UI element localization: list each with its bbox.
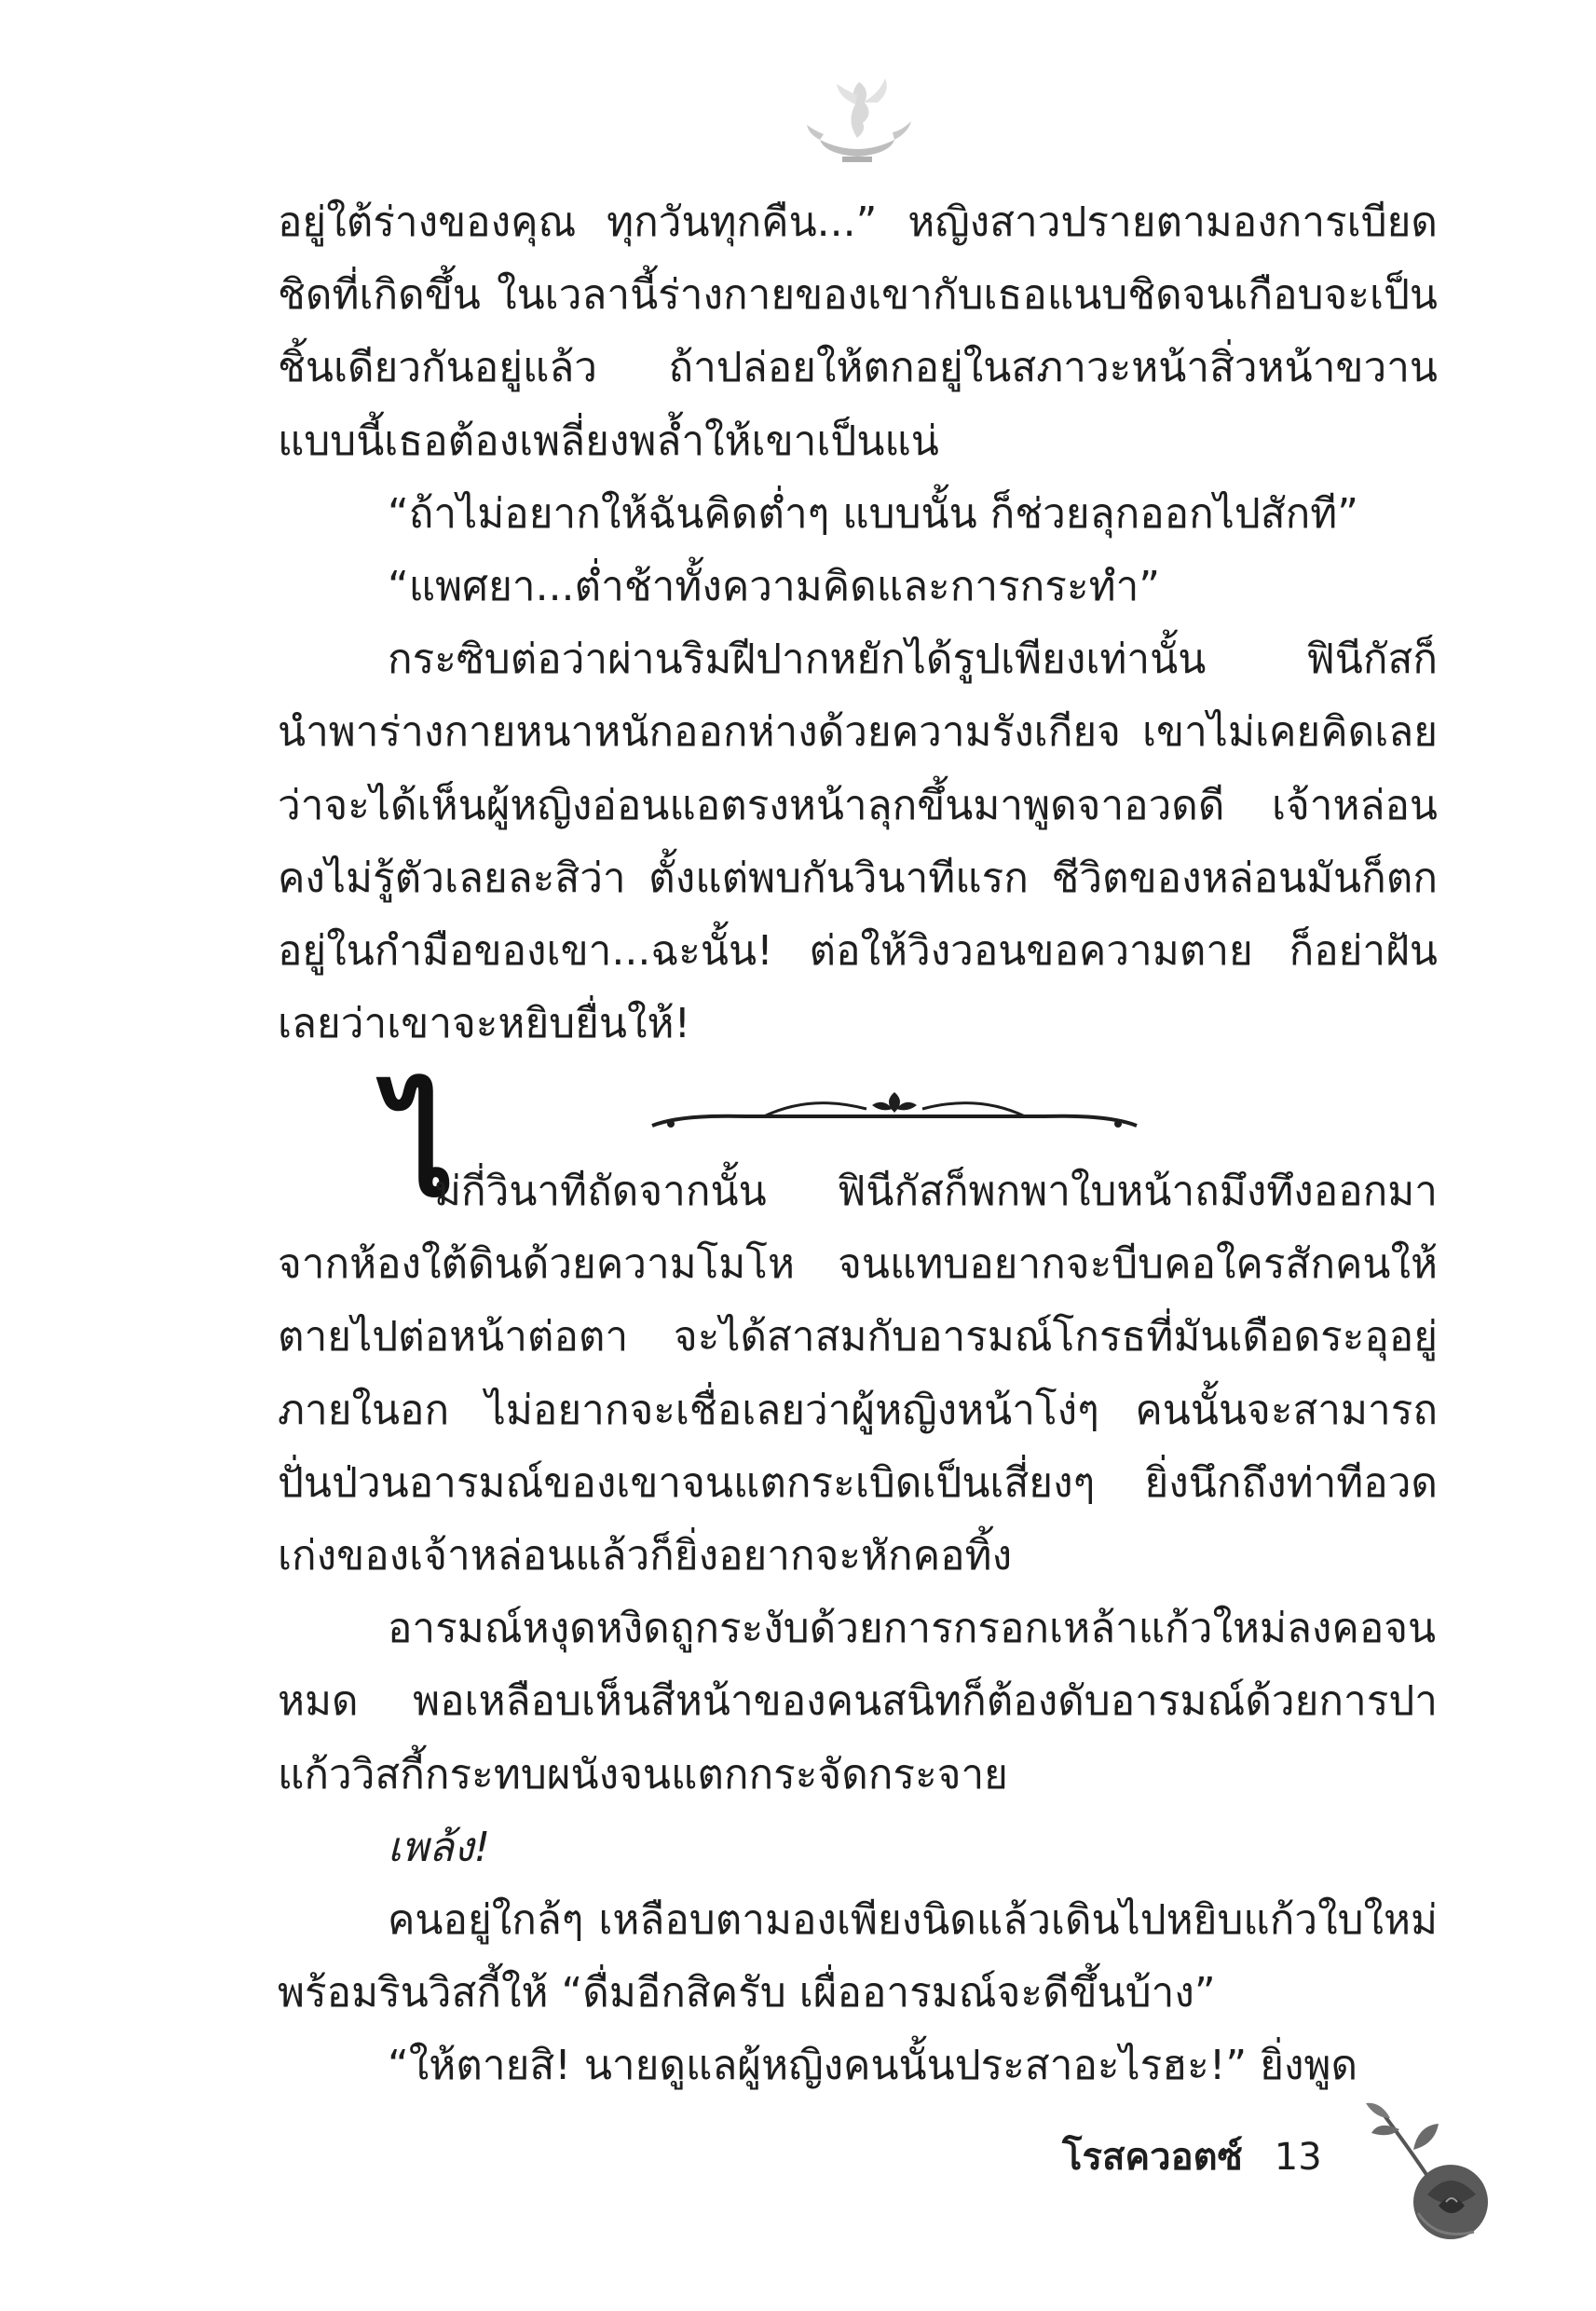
sound-effect-text: เพล้ง! xyxy=(388,1823,491,1871)
paragraph: “แพศยา...ต่ำช้าทั้งความคิดและการกระทำ” xyxy=(388,563,1161,611)
ornamental-divider-icon xyxy=(643,1088,1146,1144)
genie-lamp-icon xyxy=(801,65,913,168)
paragraph: “ถ้าไม่อยากให้ฉันคิดต่ำๆ แบบนั้น ก็ช่วยลุกออกไปสักที” xyxy=(388,489,1359,538)
paragraph xyxy=(278,1156,1438,1593)
drop-cap: ไ xyxy=(388,1072,455,1226)
paragraph: อารมณ์หงุดหงิดถูกระงับด้วยการกรอกเหล้าแก้วใหม่ลงคอจนหมด พอเหลือบเห็นสีหน้าของคนสนิทก็ต้องดับอารมณ์ด้วยการปาแก้ววิสกี้กระทบผนังจนแตกกระจัดกระจาย xyxy=(278,1605,1438,1798)
paragraph: คนอยู่ใกล้ๆ เหลือบตามองเพียงนิดแล้วเดินไปหยิบแก้วใบใหม่พร้อมรินวิสกี้ให้ “ดื่มอีกสิครับ เผื่ออารมณ์จะดีขึ้นบ้าง” xyxy=(278,1896,1438,2017)
text-section-2 xyxy=(278,1156,1438,2103)
rose-icon xyxy=(1362,2092,1502,2250)
paragraph: กระซิบต่อว่าผ่านริมฝีปากหยักได้รูปเพียงเท่านั้น ฟินีกัสก็นำพาร่างกายหนาหนักออกห่างด้วยความรังเกียจ เขาไม่เคยคิดเลยว่าจะได้เห็นผู้หญิงอ่อนแอตรงหน้าลุกขึ้นมาพูดจาอวดดี เจ้าหล่อนคงไม่รู้ตัวเลยละสิว่า ตั้งแต่พบกันวินาทีแรก ชีวิตของหล่อนมันก็ตกอยู่ในกำมือของเขา...ฉะนั้น! ต่อให้วิงวอนขอความตาย ก็อย่าฝันเลยว่าเขาจะหยิบยื่นให้! xyxy=(278,636,1438,1048)
drop-cap-paragraph-text: ม่กี่วินาทีถัดจากนั้น ฟินีกัสก็พกพาใบหน้าถมึงทึงออกมาจากห้องใต้ดินด้วยความโมโห จนแทบอยากจะบีบคอใครสักคนให้ตายไปต่อหน้าต่อตา จะได้สาสมกับอารมณ์โกรธที่มันเดือดระอุอยู่ภายในอก ไม่อยากจะเชื่อเลยว่าผู้หญิงหน้าโง่ๆ คนนั้นจะสามารถปั่นป่วนอารมณ์ของเขาจนแตกระเบิดเป็นเสี่ยงๆ ยิ่งนึกถึงท่าทีอวดเก่งของเจ้าหล่อนแล้วก็ยิ่งอยากจะหักคอทิ้ง xyxy=(278,1168,1438,1580)
page-footer xyxy=(1062,2126,1322,2186)
paragraph: อยู่ใต้ร่างของคุณ ทุกวันทุกคืน...” หญิงสาวปรายตามองการเบียดชิดที่เกิดขึ้น ในเวลานี้ร่างกายของเขากับเธอแนบชิดจนเกือบจะเป็นชิ้นเดียวกันอยู่แล้ว ถ้าปล่อยให้ตกอยู่ในสภาวะหน้าสิ่วหน้าขวานแบบนี้เธอต้องเพลี่ยงพล้ำให้เขาเป็นแน่ xyxy=(278,198,1438,465)
paragraph: “ให้ตายสิ! นายดูแลผู้หญิงคนนั้นประสาอะไรฮะ!” ยิ่งพูด xyxy=(388,2042,1358,2090)
page-number: 13 xyxy=(1274,2136,1322,2179)
text-section-1 xyxy=(278,186,1438,1060)
book-title: โรสควอตซ์ xyxy=(1062,2136,1243,2179)
